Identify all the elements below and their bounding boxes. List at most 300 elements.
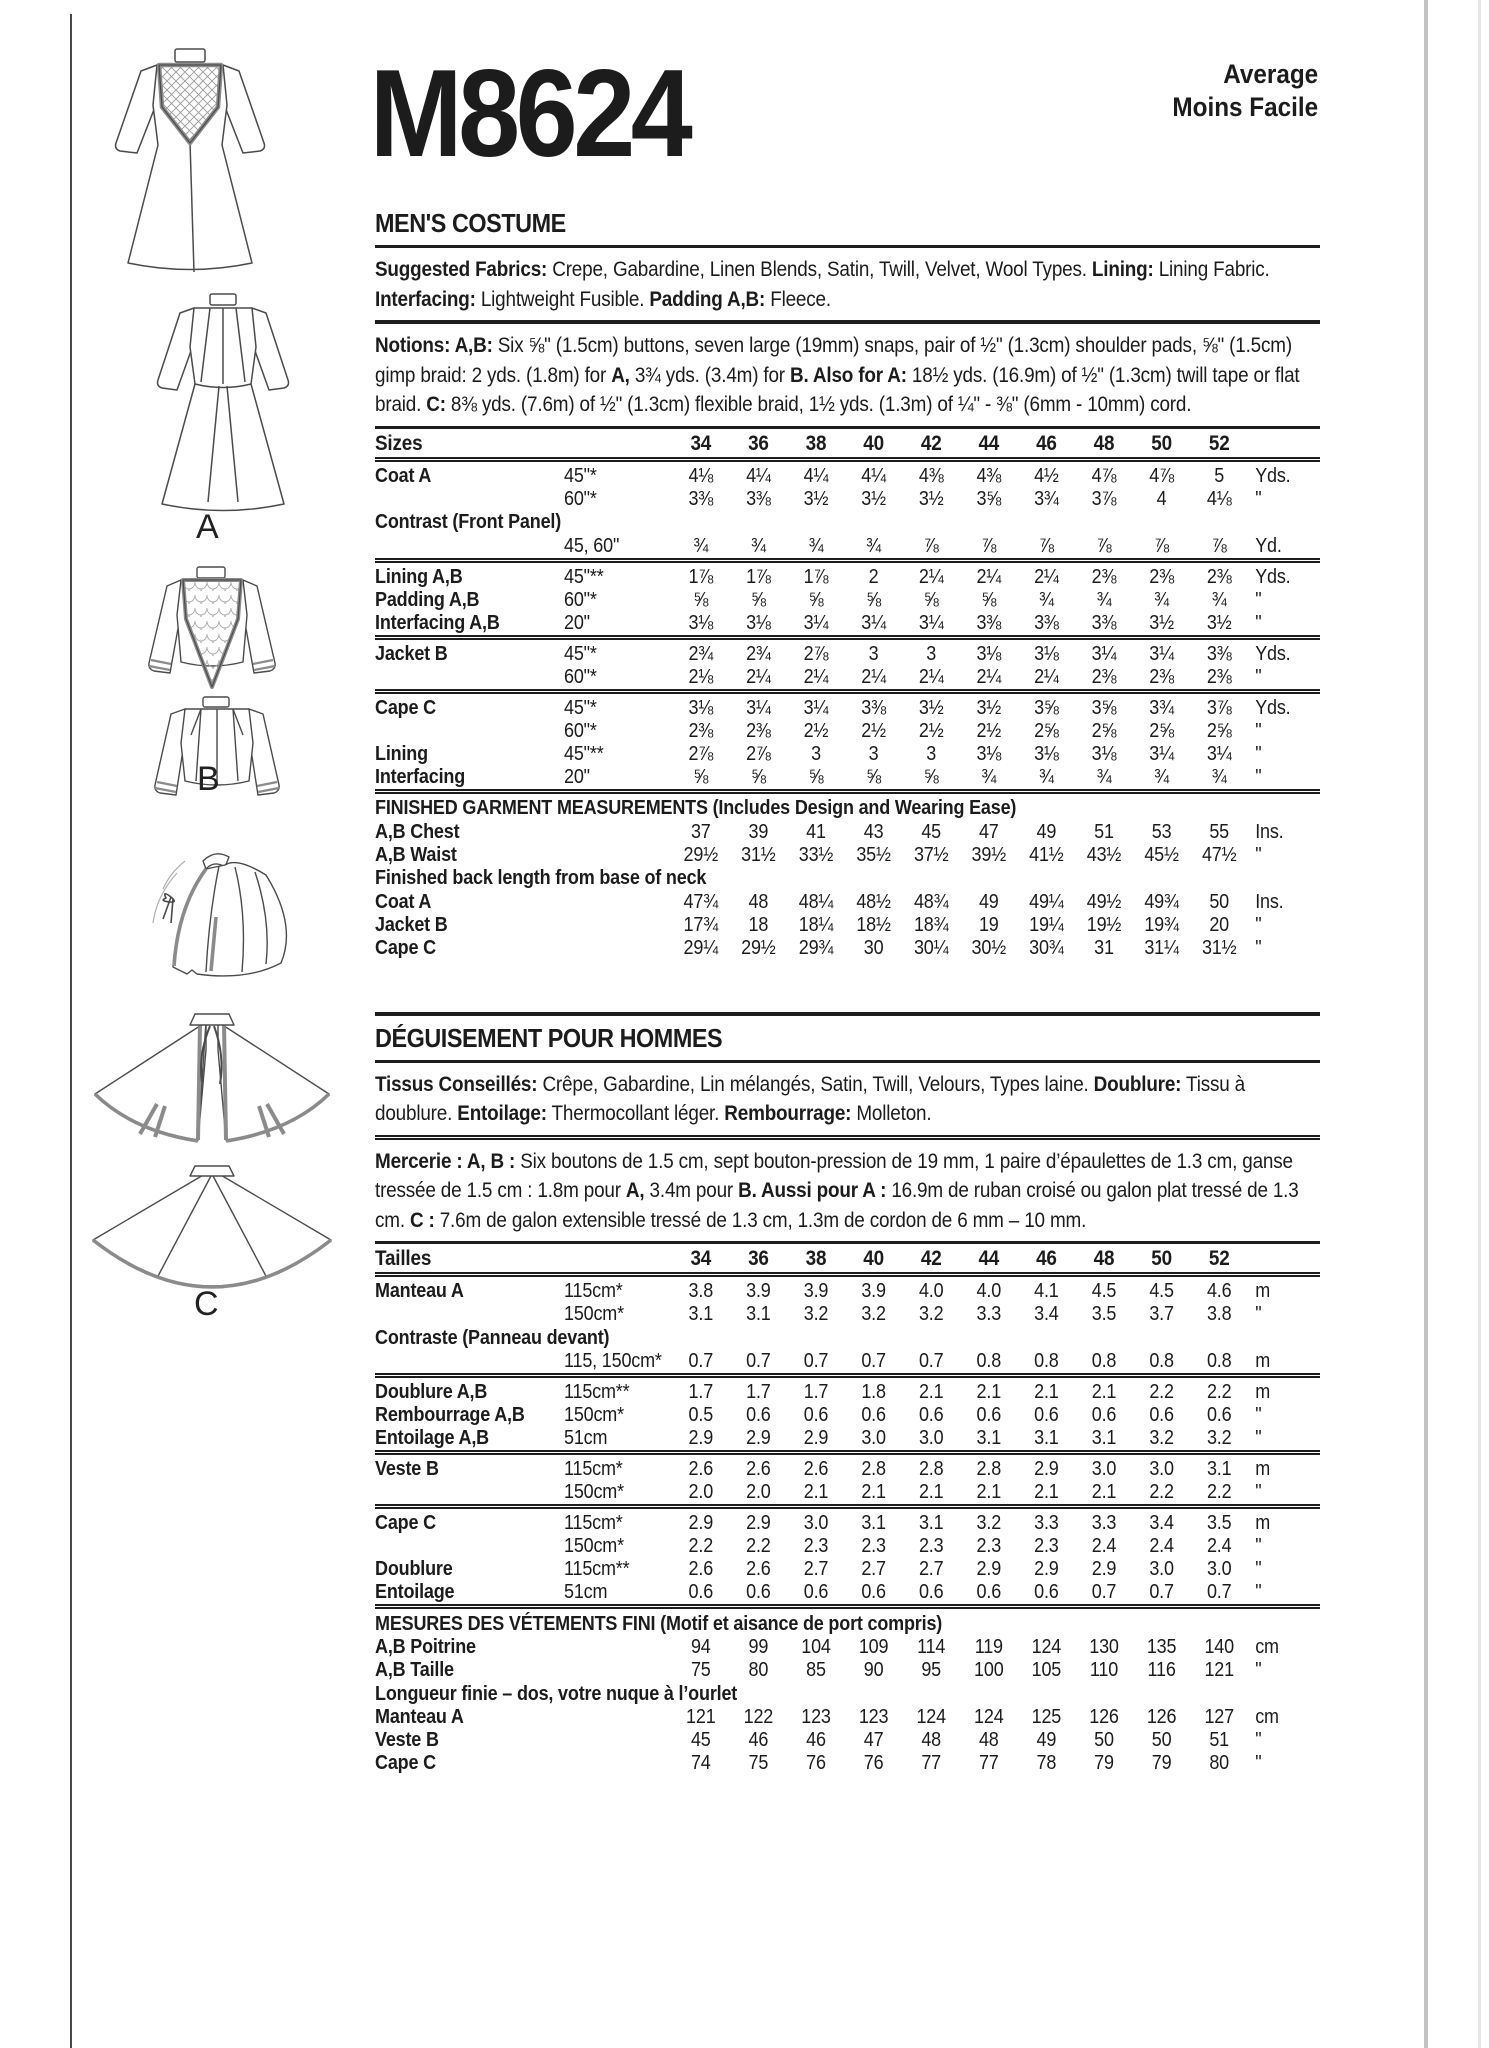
row-value: 3¼ [1206, 742, 1232, 765]
row-fabric-width: 115cm* [564, 1512, 623, 1534]
row-value: ⅞ [1038, 534, 1054, 557]
row-label: Cape C [375, 696, 436, 719]
row-value: 2⅞ [746, 742, 771, 765]
row-value: 18½ [856, 913, 891, 936]
row-value: 2.1 [861, 1481, 886, 1503]
row-fabric-width: 45"** [564, 742, 604, 765]
view-b-label: B [197, 760, 221, 798]
table-row [375, 1706, 1320, 1729]
row-value: 2.6 [803, 1458, 829, 1480]
row-value: 3⅜ [861, 696, 886, 719]
row-value: 2.8 [976, 1458, 1002, 1480]
row-unit: " [1255, 936, 1262, 959]
row-value: 3⅜ [688, 487, 714, 510]
table-subheading [375, 1682, 1320, 1706]
row-value: 2.2 [746, 1535, 771, 1557]
table-subheading [375, 1612, 1320, 1636]
row-value: 3.0 [918, 1427, 944, 1449]
table-row [375, 697, 1320, 720]
row-unit: " [1255, 843, 1262, 866]
row-label: A,B Chest [375, 820, 460, 843]
row-value: 3.0 [861, 1427, 886, 1449]
table-row [375, 1246, 1320, 1272]
row-value: 94 [690, 1636, 711, 1658]
row-value: 47¾ [683, 890, 719, 913]
row-value: 0.6 [1034, 1404, 1059, 1426]
row-value: 2¼ [1034, 565, 1059, 588]
row-label: Jacket B [375, 642, 448, 665]
row-value: 29½ [741, 936, 776, 959]
row-value: 17¾ [683, 913, 719, 936]
table-row [375, 1280, 1320, 1303]
row-value: 3.5 [1206, 1512, 1232, 1534]
table-row [375, 1729, 1320, 1752]
row-value: ⅝ [750, 765, 766, 788]
row-value: 3⅛ [976, 642, 1002, 665]
text-segment: 8⅜ yds. (7.6m) of ½" (1.3cm) flexible braid, 1½ yds. (1.3m) of ¼" - ⅜" (6mm - 10mm) cord. [445, 393, 1192, 416]
row-value: 0.8 [1091, 1350, 1117, 1372]
bold-text-segment: Mercerie : A, B : [375, 1149, 516, 1173]
subheading-text: Longueur finie – dos, votre nuque à l’ourlet [375, 1682, 738, 1705]
row-value: 2.1 [918, 1381, 944, 1403]
row-value: ⅞ [923, 534, 939, 557]
english-section-title: MEN'S COSTUME [375, 208, 566, 238]
difficulty-english: Average [1223, 59, 1319, 89]
row-value: 104 [801, 1636, 831, 1658]
row-label: Cape C [375, 936, 436, 959]
divider-rule [375, 1135, 1320, 1140]
row-value: 43½ [1086, 843, 1122, 866]
row-fabric-width: 51cm [564, 1581, 608, 1603]
row-label: A,B Taille [375, 1659, 454, 1681]
subheading-text: FINISHED GARMENT MEASUREMENTS (Includes Design and Wearing Ease) [375, 797, 1017, 819]
row-value: 1⅞ [803, 565, 829, 588]
row-unit: m [1255, 1458, 1271, 1480]
row-value: 3½ [861, 487, 886, 510]
row-value: 29¼ [683, 936, 719, 959]
text-segment: 7.6m de galon extensible tressé de 1.3 cm, 1.3m de cordon de 6 mm – 10 mm. [434, 1208, 1087, 1232]
french-section-title: DÉGUISEMENT POUR HOMMES [375, 1012, 1320, 1063]
row-value: 2.3 [918, 1535, 944, 1557]
row-value: 79 [1094, 1752, 1114, 1774]
row-fabric-width: 115cm* [564, 1458, 623, 1480]
row-value: 3⅜ [1091, 611, 1117, 634]
row-value: 4⅞ [1091, 464, 1117, 487]
row-value: 46 [1036, 1247, 1057, 1270]
row-value: 4⅜ [918, 464, 944, 487]
row-value: 18¼ [798, 913, 834, 936]
table-row [375, 589, 1320, 612]
row-value: 0.6 [1206, 1404, 1232, 1426]
row-value: 4⅜ [976, 464, 1002, 487]
row-value: 2.6 [688, 1558, 714, 1580]
row-value: ¾ [808, 534, 824, 557]
bold-text-segment: Padding A,B: [649, 287, 766, 311]
row-value: 76 [863, 1752, 884, 1774]
row-value: 4¼ [803, 464, 829, 487]
row-value: 2.4 [1206, 1535, 1232, 1557]
table-subheading [375, 511, 1320, 535]
row-value: 3.1 [688, 1303, 714, 1325]
row-value: 2¼ [918, 565, 944, 588]
row-value: 3.1 [1034, 1427, 1059, 1449]
bold-text-segment: Lining: [1091, 258, 1154, 281]
table-row [375, 431, 1320, 457]
bold-text-segment: Suggested Fabrics: [375, 258, 548, 281]
row-label: Cape C [375, 1512, 436, 1534]
row-unit: " [1255, 1535, 1262, 1557]
row-value: 48 [1093, 1247, 1115, 1270]
row-value: 39½ [971, 843, 1007, 866]
text-segment: Lightweight Fusible. [475, 287, 650, 311]
english-fabrics-paragraph [375, 255, 1320, 314]
row-value: 3¾ [1034, 487, 1059, 510]
row-value: 3.2 [1149, 1427, 1174, 1449]
table-row [375, 1512, 1320, 1535]
row-value: 2⅝ [1149, 719, 1174, 742]
row-label: Manteau A [375, 1706, 464, 1728]
row-value: 3¼ [803, 696, 829, 719]
row-value: 3.3 [1034, 1512, 1059, 1534]
row-value: 3⅜ [976, 611, 1002, 634]
table-subheading [375, 867, 1320, 891]
row-unit: " [1255, 1581, 1262, 1603]
row-value: 3¼ [918, 611, 944, 634]
divider-rule [375, 320, 1320, 324]
row-value: 41½ [1029, 843, 1064, 866]
row-unit: " [1255, 611, 1262, 634]
row-value: 46 [1036, 431, 1057, 455]
row-value: 31½ [1201, 936, 1237, 959]
row-value: 36 [748, 1247, 769, 1270]
row-value: 0.7 [746, 1350, 771, 1372]
row-value: 45 [690, 1729, 711, 1751]
row-fabric-width: 150cm* [564, 1535, 624, 1557]
row-value: 121 [1204, 1659, 1234, 1681]
row-value: 3⅝ [1091, 696, 1117, 719]
row-value: 0.8 [976, 1350, 1002, 1372]
row-value: 2.7 [803, 1558, 829, 1580]
row-value: 2⅜ [746, 719, 771, 742]
row-value: 4.1 [1034, 1280, 1059, 1302]
row-value: 2⅛ [688, 665, 714, 688]
row-value: 127 [1204, 1706, 1234, 1728]
row-value: 46 [748, 1729, 769, 1751]
row-fabric-width: 115, 150cm* [564, 1350, 662, 1372]
row-value: 2.1 [1034, 1381, 1059, 1403]
row-value: 3⅛ [1034, 642, 1059, 665]
row-value: 135 [1146, 1636, 1177, 1658]
row-unit: " [1255, 487, 1262, 510]
table-rule [375, 1373, 1320, 1381]
row-value: 39 [748, 820, 769, 843]
row-value: 124 [1031, 1636, 1062, 1658]
page-right-margin-line [1478, 0, 1481, 2048]
row-label: Interfacing A,B [375, 611, 500, 634]
text-segment: Six boutons de 1.5 cm, sept bouton-pression de 19 mm, 1 paire d’épaulettes de 1.3 cm, ganse tressée de 1.5 cm : 1.8m pour [375, 1149, 1293, 1202]
text-segment: Fleece. [765, 287, 831, 311]
row-value: 3½ [1149, 611, 1174, 634]
row-value: 2.3 [803, 1535, 829, 1557]
french-fabrics-paragraph [375, 1070, 1320, 1129]
row-value: ⅝ [808, 765, 824, 788]
row-value: 29½ [683, 843, 719, 866]
table-row [375, 1404, 1320, 1427]
row-value: 53 [1151, 820, 1172, 843]
row-unit: Ins. [1255, 820, 1284, 843]
row-value: 19¾ [1144, 913, 1179, 936]
row-value: 31¼ [1144, 936, 1179, 959]
row-fabric-width: 115cm* [564, 1280, 623, 1302]
row-value: 2¾ [746, 642, 771, 665]
row-value: 2¼ [746, 665, 771, 688]
text-segment: 3¾ yds. (3.4m) for [629, 363, 790, 387]
row-value: 126 [1146, 1706, 1177, 1728]
row-value: 116 [1147, 1659, 1176, 1681]
table-row [375, 844, 1320, 867]
row-fabric-width: 115cm** [564, 1381, 630, 1403]
row-unit: Ins. [1255, 890, 1284, 913]
french-notions-paragraph [375, 1147, 1320, 1236]
text-segment: 3.4m pour [644, 1179, 739, 1202]
row-value: 1.7 [746, 1381, 771, 1403]
row-value: 3.4 [1149, 1512, 1174, 1534]
row-value: 78 [1036, 1752, 1057, 1774]
row-value: 0.8 [1149, 1350, 1174, 1372]
row-value: 48¼ [798, 890, 834, 913]
row-label: Manteau A [375, 1280, 464, 1302]
row-unit: m [1255, 1350, 1271, 1372]
text-segment: Crepe, Gabardine, Linen Blends, Satin, Twill, Velvet, Wool Types. [547, 258, 1092, 281]
row-value: 0.6 [1091, 1404, 1117, 1426]
row-unit: Yd. [1255, 534, 1282, 557]
envelope-right-edge-line [1424, 0, 1428, 2048]
row-value: 122 [743, 1706, 774, 1728]
row-value: 40 [863, 1247, 884, 1270]
row-value: 0.6 [1149, 1404, 1174, 1426]
row-value: 48 [921, 1729, 942, 1751]
text-segment: Lining Fabric. [1153, 258, 1270, 281]
row-value: 50 [1151, 431, 1172, 455]
row-unit: Yds. [1255, 464, 1291, 487]
row-fabric-width: 20" [564, 765, 590, 788]
difficulty-french: Moins Facile [1172, 92, 1319, 122]
row-value: 2.6 [746, 1458, 771, 1480]
table-rule [375, 457, 1320, 465]
row-value: 35½ [856, 843, 891, 866]
row-value: 3⅞ [1091, 487, 1117, 510]
table-row [375, 1427, 1320, 1450]
row-value: 95 [921, 1659, 942, 1681]
row-value: 2.9 [746, 1427, 771, 1449]
cape-c-front-spread-illustration [85, 1010, 340, 1150]
row-value: 3.0 [803, 1512, 829, 1534]
row-value: 3.1 [1091, 1427, 1117, 1449]
row-fabric-width: 60"* [564, 665, 597, 688]
row-value: 48 [1093, 431, 1115, 455]
row-value: ⅝ [866, 765, 882, 788]
row-value: 4¼ [746, 464, 771, 487]
row-value: 2.1 [1091, 1481, 1117, 1503]
row-value: 0.6 [861, 1581, 886, 1603]
row-value: 123 [858, 1706, 889, 1728]
text-segment: Thermocollant léger. [546, 1102, 725, 1125]
row-value: 3½ [918, 696, 944, 719]
row-value: 52 [1208, 431, 1230, 455]
row-value: 45½ [1144, 843, 1179, 866]
row-value: 80 [748, 1659, 769, 1681]
french-yardage-table [375, 1246, 1320, 1775]
row-value: ¾ [1154, 588, 1170, 611]
row-value: 75 [690, 1659, 711, 1681]
row-value: 140 [1204, 1636, 1234, 1658]
table-row [375, 1659, 1320, 1682]
row-value: ⅝ [866, 588, 882, 611]
row-value: 4½ [1034, 464, 1059, 487]
table-rule [375, 1604, 1320, 1612]
row-value: ⅝ [750, 588, 766, 611]
row-fabric-width: 45"* [564, 642, 597, 665]
row-value: 3.1 [746, 1303, 771, 1325]
row-value: 3⅜ [746, 487, 771, 510]
table-row [375, 666, 1320, 689]
row-unit: Yds. [1255, 642, 1291, 665]
row-fabric-width: 45"* [564, 464, 597, 487]
row-value: 3⅛ [688, 611, 714, 634]
row-label: Tailles [375, 1247, 432, 1270]
row-value: 124 [974, 1706, 1004, 1728]
row-value: 105 [1031, 1659, 1062, 1681]
row-value: 3.9 [746, 1280, 771, 1302]
row-unit: " [1255, 1481, 1262, 1503]
row-value: 47½ [1201, 843, 1237, 866]
row-value: 31 [1094, 936, 1114, 959]
row-value: 1.7 [803, 1381, 829, 1403]
row-unit: m [1255, 1381, 1271, 1403]
row-value: 30 [863, 936, 884, 959]
bold-text-segment: A, [611, 363, 630, 387]
row-value: 114 [917, 1636, 946, 1658]
row-value: 18 [748, 913, 769, 936]
row-label: Lining A,B [375, 565, 463, 588]
row-value: 3⅛ [746, 611, 771, 634]
row-value: ¾ [1096, 765, 1112, 788]
row-value: 3.2 [803, 1303, 829, 1325]
table-row [375, 1558, 1320, 1581]
row-value: 34 [690, 1247, 712, 1270]
row-value: 0.7 [1149, 1581, 1174, 1603]
row-value: 19 [978, 913, 999, 936]
row-label: Lining [375, 742, 428, 765]
row-value: 3.0 [1149, 1558, 1174, 1580]
row-value: 3¼ [803, 611, 829, 634]
envelope-left-edge-line [70, 14, 72, 2048]
row-value: 2.6 [746, 1558, 771, 1580]
table-row [375, 1381, 1320, 1404]
row-value: 2.2 [1149, 1481, 1174, 1503]
row-value: 1.7 [688, 1381, 714, 1403]
row-value: 0.6 [976, 1581, 1002, 1603]
row-value: 2⅜ [1149, 565, 1174, 588]
row-value: 19¼ [1029, 913, 1064, 936]
row-label: Entoilage [375, 1581, 455, 1603]
row-value: 3½ [976, 696, 1002, 719]
row-value: 77 [921, 1752, 942, 1774]
divider-rule [375, 245, 1320, 248]
row-value: 2.1 [918, 1481, 944, 1503]
row-value: ⅝ [923, 588, 939, 611]
row-value: ¾ [1154, 765, 1170, 788]
row-value: 3.8 [688, 1280, 714, 1302]
row-value: 3 [868, 642, 879, 665]
row-value: 0.6 [803, 1581, 829, 1603]
row-fabric-width: 51cm [564, 1427, 608, 1449]
row-value: 2⅝ [1091, 719, 1117, 742]
row-value: 3.0 [1091, 1458, 1117, 1480]
row-value: 4.0 [976, 1280, 1002, 1302]
row-value: 2¼ [918, 665, 944, 688]
row-value: 2.6 [688, 1458, 714, 1480]
row-value: 41 [806, 820, 826, 843]
row-value: 2.9 [1091, 1558, 1117, 1580]
row-label: A,B Waist [375, 843, 457, 866]
row-value: ⅝ [693, 588, 709, 611]
row-value: 2.7 [918, 1558, 944, 1580]
row-value: 123 [801, 1706, 831, 1728]
view-a-label: A [196, 508, 220, 546]
row-value: 50 [1151, 1247, 1172, 1270]
row-value: 2¾ [688, 642, 714, 665]
row-value: 50 [1209, 890, 1230, 913]
row-unit: Yds. [1255, 696, 1291, 719]
text-segment: Six ⅝" (1.5cm) buttons, seven large (19mm) snaps, pair of ½" (1.3cm) shoulder pads, ⅝" (1.5cm) gimp braid: 2 yds. (1.8m) for [375, 334, 1292, 387]
row-value: 2.1 [976, 1381, 1002, 1403]
row-value: 48¾ [913, 890, 949, 913]
row-unit: m [1255, 1280, 1271, 1302]
row-unit: " [1255, 1659, 1262, 1681]
row-value: 3.0 [1206, 1558, 1232, 1580]
row-fabric-width: 150cm* [564, 1303, 624, 1325]
bold-text-segment: C: [426, 393, 446, 416]
row-value: 3⅜ [1206, 642, 1232, 665]
bold-text-segment: Entoilage: [457, 1102, 547, 1125]
subheading-text: Contraste (Panneau devant) [375, 1326, 610, 1349]
table-row [375, 1481, 1320, 1504]
row-value: 121 [686, 1706, 716, 1728]
text-segment: Crêpe, Gabardine, Lin mélangés, Satin, Twill, Velours, Types laine. [537, 1072, 1094, 1096]
row-value: 2½ [918, 719, 944, 742]
row-label: Veste B [375, 1458, 439, 1480]
row-unit: " [1255, 1303, 1262, 1325]
row-value: 2.0 [688, 1481, 714, 1503]
row-value: ¾ [1038, 588, 1054, 611]
row-value: 2.3 [1034, 1535, 1059, 1557]
row-value: 4⅞ [1149, 464, 1174, 487]
row-fabric-width: 150cm* [564, 1404, 624, 1426]
table-rule [375, 1272, 1320, 1280]
row-value: 36 [748, 431, 769, 455]
bold-text-segment: B. Aussi pour A : [738, 1179, 887, 1202]
row-value: 3⅞ [1206, 696, 1232, 719]
row-value: 43 [863, 820, 884, 843]
row-value: 2.1 [976, 1481, 1002, 1503]
row-value: 0.6 [918, 1404, 944, 1426]
row-fabric-width: 115cm** [564, 1558, 630, 1580]
row-value: 0.6 [1034, 1581, 1059, 1603]
table-row [375, 1535, 1320, 1558]
row-unit: " [1255, 913, 1262, 936]
row-value: 34 [690, 431, 712, 455]
